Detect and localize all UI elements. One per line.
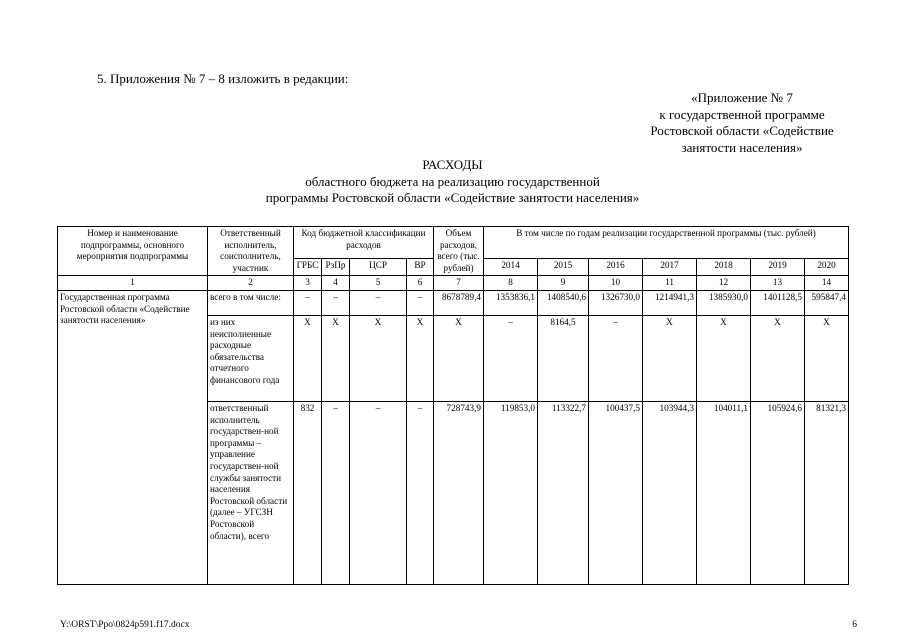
rzpr-cell: – [322, 401, 350, 584]
intro-text: 5. Приложения № 7 – 8 изложить в редакции: [97, 71, 349, 86]
year-cell: 105924,6 [751, 401, 805, 584]
responsible-cell: из них неисполненные расходные обязательства отчетного финансового года [208, 315, 294, 401]
program-name-cell: Государственная программа Ростовской области «Содействие занятости населения» [58, 290, 208, 584]
year-cell: 1214941,3 [643, 290, 697, 315]
appendix-line: Ростовской области «Содействие [650, 123, 834, 139]
title-line: программы Ростовской области «Содействие занятости населения» [265, 190, 640, 205]
appendix-line: к государственной программе [659, 106, 825, 122]
header-year: 2018 [697, 258, 751, 276]
total-cell: Х [434, 315, 484, 401]
header-year: 2020 [805, 258, 849, 276]
expenses-table [57, 226, 849, 585]
year-cell: 119853,0 [484, 401, 538, 584]
col-number: 10 [589, 276, 643, 291]
year-cell: Х [643, 315, 697, 401]
appendix-line: занятости населения» [681, 139, 803, 155]
vr-cell: Х [407, 315, 434, 401]
vr-cell: – [407, 290, 434, 315]
footer-file-path: Y:\ORST\Ppo\0824p591.f17.docx [60, 620, 190, 630]
header-year: 2015 [538, 258, 589, 276]
col-number: 8 [484, 276, 538, 291]
appendix-heading [627, 90, 857, 156]
header-vr: ВР [407, 258, 434, 276]
col-number: 11 [643, 276, 697, 291]
total-cell: 728743,9 [434, 401, 484, 584]
header-grbs: ГРБС [294, 258, 322, 276]
responsible-cell: ответственный исполнитель государствен-ной программы – управление государствен-ной службы занятости населения Ростовской области (далее – УГСЗН Ростовской области), всего [208, 401, 294, 584]
year-cell: 104011,1 [697, 401, 751, 584]
year-cell: 1408540,6 [538, 290, 589, 315]
appendix-line: «Приложение № 7 [691, 90, 793, 105]
header-rzpr: РзПр [322, 258, 350, 276]
year-cell: 1385930,0 [697, 290, 751, 315]
year-cell: 595847,4 [805, 290, 849, 315]
responsible-cell: всего в том числе: [208, 290, 294, 315]
year-cell: – [589, 315, 643, 401]
year-cell: – [484, 315, 538, 401]
header-total: Объем расходов, всего (тыс. рублей) [434, 227, 484, 276]
vr-cell: – [407, 401, 434, 584]
year-cell: 81321,3 [805, 401, 849, 584]
year-cell: 1326730,0 [589, 290, 643, 315]
col-number: 6 [407, 276, 434, 291]
header-csr: ЦСР [350, 258, 407, 276]
csr-cell: Х [350, 315, 407, 401]
title-line: областного бюджета на реализацию государственной [305, 173, 600, 189]
table-row [58, 290, 849, 315]
document-title [0, 157, 905, 207]
header-year: 2016 [589, 258, 643, 276]
rzpr-cell: – [322, 290, 350, 315]
col-number: 3 [294, 276, 322, 291]
year-cell: 113322,7 [538, 401, 589, 584]
col-number: 12 [697, 276, 751, 291]
year-cell: 1401128,5 [751, 290, 805, 315]
col-number: 9 [538, 276, 589, 291]
csr-cell: – [350, 290, 407, 315]
col-number: 5 [350, 276, 407, 291]
year-cell: 8164,5 [538, 315, 589, 401]
header-responsible: Ответственный исполнитель, соисполнитель, участник [208, 227, 294, 276]
year-cell: 100437,5 [589, 401, 643, 584]
col-number: 14 [805, 276, 849, 291]
title-line: РАСХОДЫ [422, 157, 483, 172]
year-cell: 1353836,1 [484, 290, 538, 315]
header-code-group: Код бюджетной классификации расходов [294, 227, 434, 259]
year-cell: Х [751, 315, 805, 401]
col-number: 1 [58, 276, 208, 291]
footer-page-number: 6 [852, 620, 857, 630]
csr-cell: – [350, 401, 407, 584]
header-years-group: В том числе по годам реализации государственной программы (тыс. рублей) [484, 227, 849, 259]
col-number: 4 [322, 276, 350, 291]
col-number: 7 [434, 276, 484, 291]
grbs-cell: 832 [294, 401, 322, 584]
header-year: 2019 [751, 258, 805, 276]
year-cell: Х [805, 315, 849, 401]
column-number-row [58, 276, 849, 291]
grbs-cell: Х [294, 315, 322, 401]
total-cell: 8678789,4 [434, 290, 484, 315]
grbs-cell: – [294, 290, 322, 315]
year-cell: Х [697, 315, 751, 401]
col-number: 13 [751, 276, 805, 291]
header-name: Номер и наименование подпрограммы, основного мероприятия подпрограммы [58, 227, 208, 276]
col-number: 2 [208, 276, 294, 291]
header-year: 2017 [643, 258, 697, 276]
rzpr-cell: Х [322, 315, 350, 401]
year-cell: 103944,3 [643, 401, 697, 584]
header-year: 2014 [484, 258, 538, 276]
